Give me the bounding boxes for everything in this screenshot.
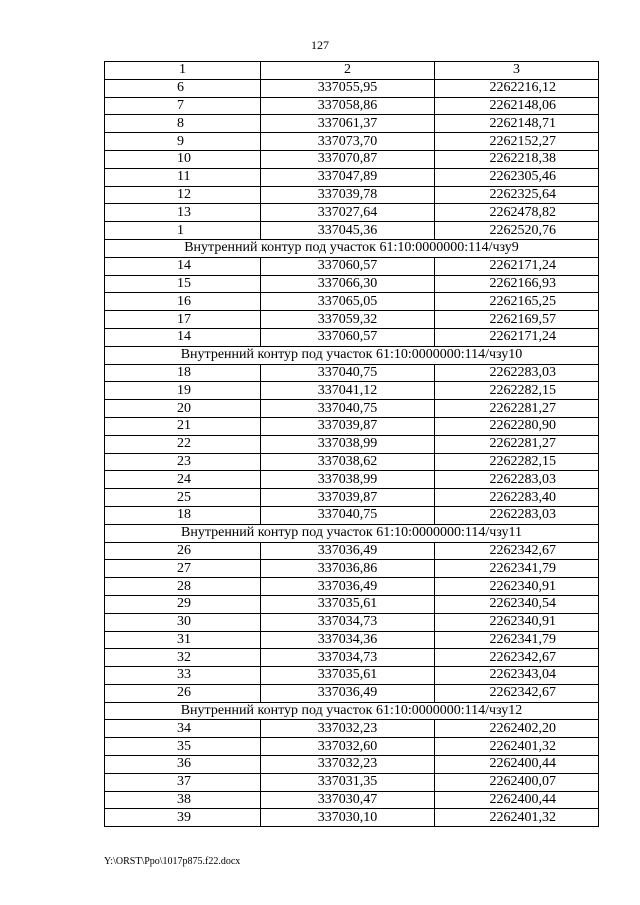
- x-coordinate-cell: 337061,37: [261, 115, 435, 133]
- point-number-cell: 10: [105, 150, 261, 168]
- x-coordinate-cell: 337073,70: [261, 133, 435, 151]
- y-coordinate-cell: 2262216,12: [435, 79, 599, 97]
- point-number-cell: 36: [105, 756, 261, 774]
- table-row: [105, 311, 599, 329]
- point-number-cell: 30: [105, 613, 261, 631]
- point-number-cell: 39: [105, 809, 261, 827]
- contour-heading-row: [105, 346, 599, 364]
- table-row: [105, 257, 599, 275]
- x-coordinate-cell: 337040,75: [261, 400, 435, 418]
- y-coordinate-cell: 2262400,44: [435, 756, 599, 774]
- x-coordinate-cell: 337039,87: [261, 417, 435, 435]
- x-coordinate-cell: 337040,75: [261, 364, 435, 382]
- contour-heading: Внутренний контур под участок 61:10:0000000:114/чзу11: [105, 524, 599, 542]
- y-coordinate-cell: 2262148,06: [435, 97, 599, 115]
- y-coordinate-cell: 2262283,03: [435, 364, 599, 382]
- table-row: [105, 560, 599, 578]
- point-number-cell: 13: [105, 204, 261, 222]
- x-coordinate-cell: 337070,87: [261, 150, 435, 168]
- y-coordinate-cell: 2262340,91: [435, 578, 599, 596]
- column-header-3: 3: [435, 62, 599, 80]
- point-number-cell: 28: [105, 578, 261, 596]
- y-coordinate-cell: 2262282,15: [435, 382, 599, 400]
- table-row: [105, 649, 599, 667]
- column-header-2: 2: [261, 62, 435, 80]
- contour-heading: Внутренний контур под участок 61:10:0000000:114/чзу12: [105, 702, 599, 720]
- y-coordinate-cell: 2262171,24: [435, 328, 599, 346]
- point-number-cell: 19: [105, 382, 261, 400]
- table-row: [105, 382, 599, 400]
- table-row: [105, 115, 599, 133]
- point-number-cell: 31: [105, 631, 261, 649]
- point-number-cell: 26: [105, 542, 261, 560]
- table-row: [105, 738, 599, 756]
- x-coordinate-cell: 337041,12: [261, 382, 435, 400]
- point-number-cell: 14: [105, 328, 261, 346]
- point-number-cell: 18: [105, 364, 261, 382]
- x-coordinate-cell: 337038,99: [261, 435, 435, 453]
- y-coordinate-cell: 2262401,32: [435, 738, 599, 756]
- x-coordinate-cell: 337027,64: [261, 204, 435, 222]
- x-coordinate-cell: 337039,78: [261, 186, 435, 204]
- point-number-cell: 22: [105, 435, 261, 453]
- y-coordinate-cell: 2262152,27: [435, 133, 599, 151]
- table-row: [105, 631, 599, 649]
- y-coordinate-cell: 2262282,15: [435, 453, 599, 471]
- x-coordinate-cell: 337036,49: [261, 578, 435, 596]
- y-coordinate-cell: 2262478,82: [435, 204, 599, 222]
- table-header-row: [105, 62, 599, 80]
- y-coordinate-cell: 2262280,90: [435, 417, 599, 435]
- y-coordinate-cell: 2262402,20: [435, 720, 599, 738]
- table-row: [105, 328, 599, 346]
- file-path-footer: Y:\ORST\Ppo\1017p875.f22.docx: [104, 856, 241, 867]
- point-number-cell: 12: [105, 186, 261, 204]
- x-coordinate-cell: 337036,86: [261, 560, 435, 578]
- point-number-cell: 37: [105, 773, 261, 791]
- point-number-cell: 6: [105, 79, 261, 97]
- table-row: [105, 471, 599, 489]
- table-row: [105, 186, 599, 204]
- x-coordinate-cell: 337032,23: [261, 720, 435, 738]
- table-row: [105, 168, 599, 186]
- y-coordinate-cell: 2262343,04: [435, 667, 599, 685]
- x-coordinate-cell: 337060,57: [261, 257, 435, 275]
- y-coordinate-cell: 2262342,67: [435, 649, 599, 667]
- table-row: [105, 293, 599, 311]
- x-coordinate-cell: 337034,73: [261, 649, 435, 667]
- y-coordinate-cell: 2262165,25: [435, 293, 599, 311]
- point-number-cell: 7: [105, 97, 261, 115]
- x-coordinate-cell: 337034,73: [261, 613, 435, 631]
- y-coordinate-cell: 2262169,57: [435, 311, 599, 329]
- x-coordinate-cell: 337045,36: [261, 222, 435, 240]
- point-number-cell: 17: [105, 311, 261, 329]
- contour-heading-row: [105, 702, 599, 720]
- point-number-cell: 27: [105, 560, 261, 578]
- y-coordinate-cell: 2262281,27: [435, 400, 599, 418]
- x-coordinate-cell: 337032,60: [261, 738, 435, 756]
- x-coordinate-cell: 337035,61: [261, 667, 435, 685]
- y-coordinate-cell: 2262283,03: [435, 471, 599, 489]
- y-coordinate-cell: 2262148,71: [435, 115, 599, 133]
- table-row: [105, 684, 599, 702]
- x-coordinate-cell: 337038,99: [261, 471, 435, 489]
- y-coordinate-cell: 2262340,54: [435, 595, 599, 613]
- table-row: [105, 756, 599, 774]
- table-row: [105, 364, 599, 382]
- contour-heading-row: [105, 239, 599, 257]
- y-coordinate-cell: 2262340,91: [435, 613, 599, 631]
- x-coordinate-cell: 337055,95: [261, 79, 435, 97]
- table-row: [105, 773, 599, 791]
- point-number-cell: 32: [105, 649, 261, 667]
- y-coordinate-cell: 2262341,79: [435, 560, 599, 578]
- point-number-cell: 8: [105, 115, 261, 133]
- y-coordinate-cell: 2262283,40: [435, 489, 599, 507]
- table-row: [105, 453, 599, 471]
- y-coordinate-cell: 2262283,03: [435, 506, 599, 524]
- point-number-cell: 35: [105, 738, 261, 756]
- table-row: [105, 400, 599, 418]
- y-coordinate-cell: 2262400,07: [435, 773, 599, 791]
- table-row: [105, 578, 599, 596]
- contour-heading: Внутренний контур под участок 61:10:0000000:114/чзу9: [105, 239, 599, 257]
- x-coordinate-cell: 337036,49: [261, 542, 435, 560]
- point-number-cell: 15: [105, 275, 261, 293]
- contour-heading: Внутренний контур под участок 61:10:0000000:114/чзу10: [105, 346, 599, 364]
- x-coordinate-cell: 337034,36: [261, 631, 435, 649]
- x-coordinate-cell: 337039,87: [261, 489, 435, 507]
- point-number-cell: 1: [105, 222, 261, 240]
- x-coordinate-cell: 337065,05: [261, 293, 435, 311]
- table-row: [105, 489, 599, 507]
- table-row: [105, 417, 599, 435]
- point-number-cell: 33: [105, 667, 261, 685]
- contour-heading-row: [105, 524, 599, 542]
- y-coordinate-cell: 2262305,46: [435, 168, 599, 186]
- point-number-cell: 20: [105, 400, 261, 418]
- y-coordinate-cell: 2262218,38: [435, 150, 599, 168]
- y-coordinate-cell: 2262400,44: [435, 791, 599, 809]
- table-row: [105, 720, 599, 738]
- table-row: [105, 542, 599, 560]
- point-number-cell: 18: [105, 506, 261, 524]
- table-row: [105, 150, 599, 168]
- coordinates-table: [104, 61, 599, 827]
- table-row: [105, 809, 599, 827]
- point-number-cell: 26: [105, 684, 261, 702]
- y-coordinate-cell: 2262171,24: [435, 257, 599, 275]
- point-number-cell: 23: [105, 453, 261, 471]
- x-coordinate-cell: 337035,61: [261, 595, 435, 613]
- x-coordinate-cell: 337038,62: [261, 453, 435, 471]
- x-coordinate-cell: 337066,30: [261, 275, 435, 293]
- x-coordinate-cell: 337040,75: [261, 506, 435, 524]
- y-coordinate-cell: 2262342,67: [435, 684, 599, 702]
- y-coordinate-cell: 2262281,27: [435, 435, 599, 453]
- point-number-cell: 34: [105, 720, 261, 738]
- x-coordinate-cell: 337032,23: [261, 756, 435, 774]
- point-number-cell: 29: [105, 595, 261, 613]
- y-coordinate-cell: 2262401,32: [435, 809, 599, 827]
- table-row: [105, 791, 599, 809]
- table-row: [105, 204, 599, 222]
- table-row: [105, 506, 599, 524]
- point-number-cell: 25: [105, 489, 261, 507]
- y-coordinate-cell: 2262325,64: [435, 186, 599, 204]
- x-coordinate-cell: 337030,47: [261, 791, 435, 809]
- point-number-cell: 14: [105, 257, 261, 275]
- table-row: [105, 97, 599, 115]
- x-coordinate-cell: 337031,35: [261, 773, 435, 791]
- x-coordinate-cell: 337059,32: [261, 311, 435, 329]
- table-row: [105, 222, 599, 240]
- table-row: [105, 133, 599, 151]
- table-row: [105, 435, 599, 453]
- table-row: [105, 613, 599, 631]
- table-row: [105, 595, 599, 613]
- table-row: [105, 667, 599, 685]
- point-number-cell: 21: [105, 417, 261, 435]
- y-coordinate-cell: 2262341,79: [435, 631, 599, 649]
- column-header-1: 1: [105, 62, 261, 80]
- table-row: [105, 275, 599, 293]
- x-coordinate-cell: 337058,86: [261, 97, 435, 115]
- point-number-cell: 38: [105, 791, 261, 809]
- point-number-cell: 11: [105, 168, 261, 186]
- x-coordinate-cell: 337047,89: [261, 168, 435, 186]
- y-coordinate-cell: 2262166,93: [435, 275, 599, 293]
- x-coordinate-cell: 337030,10: [261, 809, 435, 827]
- x-coordinate-cell: 337036,49: [261, 684, 435, 702]
- page-number: 127: [311, 38, 329, 52]
- point-number-cell: 9: [105, 133, 261, 151]
- y-coordinate-cell: 2262520,76: [435, 222, 599, 240]
- table-row: [105, 79, 599, 97]
- point-number-cell: 24: [105, 471, 261, 489]
- x-coordinate-cell: 337060,57: [261, 328, 435, 346]
- point-number-cell: 16: [105, 293, 261, 311]
- y-coordinate-cell: 2262342,67: [435, 542, 599, 560]
